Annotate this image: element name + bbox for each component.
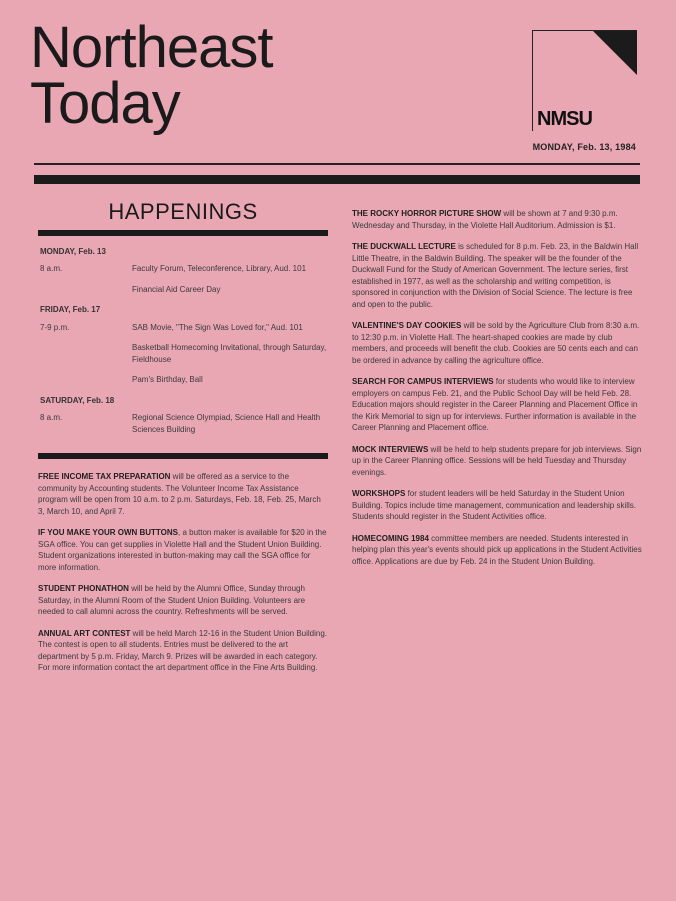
event-description: Regional Science Olympiad, Science Hall and Health Sciences Building xyxy=(132,413,321,434)
event-description: Faculty Forum, Teleconference, Library, Aud. 101 xyxy=(132,264,307,273)
event-row xyxy=(38,342,328,365)
article-lead: IF YOU MAKE YOUR OWN BUTTONS xyxy=(38,528,179,537)
article-paragraph xyxy=(352,208,642,231)
left-articles xyxy=(38,471,328,674)
article-body: will be shown at 7 and 9:30 p.m. Wednesday and Thursday, in the Violette Hall Auditorium. Admission is $1. xyxy=(352,209,618,230)
day-label: FRIDAY, Feb. 17 xyxy=(40,305,101,314)
day-label: SATURDAY, Feb. 18 xyxy=(40,395,115,405)
article-body: for students who would like to interview employers on campus Feb. 21, and the Public School Day will be held Feb. 28. Education majors should register in the Career Planning and Placement Office in the Kirk Memorial to sign up for interviews. Further information is available in the Career Planning and Placement office. xyxy=(352,377,638,432)
masthead-title xyxy=(30,15,390,136)
left-column xyxy=(38,196,328,684)
event-time: 7-9 p.m. xyxy=(40,322,70,332)
article-lead: HOMECOMING 1984 xyxy=(352,533,429,543)
event-description: SAB Movie, "The Sign Was Loved for," Aud. 101 xyxy=(132,322,303,332)
article-body: will be held by the Alumni Office, Sunday through Saturday, in the Alumni Room of the Student Union Building. Volunteers are needed to call alumni across the country. Refreshments will be served. xyxy=(38,584,306,616)
article-body: will be offered as a service to the community by Accounting students. The Volunteer Income Tax Assistance program will be open from 10 a.m. to 2 p.m. Saturdays, Feb. 18, Feb. 25, March 3, March 10, and April 7. xyxy=(38,472,321,516)
happenings-heading: HAPPENINGS xyxy=(108,199,258,224)
article-body: will be held March 12-16 in the Student Union Building. The contest is open to all students. Entries must be delivered to the art department by 5 p.m. Friday, March 9. Prizes will be awarded in each category. For more information contact the art department office in the Fine Arts Building. xyxy=(38,628,328,672)
article-paragraph xyxy=(352,444,642,479)
masthead-rule-thick xyxy=(34,175,640,184)
article-body: committee members are needed. Students interested in helping plan this year's events should pick up applications in the Student Activities office. Applications are due by Feb. 24 in the Student Union Building. xyxy=(352,533,642,566)
event-time: 8 a.m. xyxy=(40,264,63,273)
article-paragraph xyxy=(352,488,642,523)
right-articles xyxy=(352,208,642,567)
article-body: for student leaders will be held Saturday in the Student Union Building. Topics include time management, communication and leadership skills. Students should register in the Student Activities office. xyxy=(352,489,636,521)
article-paragraph xyxy=(352,241,642,310)
day-label: MONDAY, Feb. 13 xyxy=(40,246,106,256)
event-time: 8 a.m. xyxy=(40,413,63,422)
event-row xyxy=(38,263,328,275)
article-body: will be sold by the Agriculture Club from 8:30 a.m. to 12:30 p.m. in Violette Hall. The heart-shaped cookies are made by club members, and proceeds will benefit the club. Cookies are 50 cents each and can be ordered in advance by calling the agriculture office. xyxy=(352,321,640,365)
article-lead: SEARCH FOR CAMPUS INTERVIEWS xyxy=(352,377,494,386)
event-row xyxy=(38,374,328,386)
event-row xyxy=(38,322,328,334)
article-lead: WORKSHOPS xyxy=(352,489,406,498)
happenings-calendar xyxy=(38,246,328,436)
article-lead: ANNUAL ART CONTEST xyxy=(38,628,131,638)
articles-rule xyxy=(38,453,328,459)
article-lead: STUDENT PHONATHON xyxy=(38,584,129,593)
article-paragraph xyxy=(38,527,328,573)
article-paragraph xyxy=(352,320,642,366)
event-row xyxy=(38,412,328,435)
happenings-rule xyxy=(38,230,328,236)
article-paragraph xyxy=(352,533,642,568)
article-paragraph xyxy=(352,376,642,434)
article-paragraph xyxy=(38,471,328,517)
event-row xyxy=(38,284,328,296)
university-logo xyxy=(532,30,637,131)
article-body: will be held to help students prepare for job interviews. Sign up in the Career Planning office. Sessions will be held Tuesday and Thursday evenings. xyxy=(352,444,642,477)
event-description: Basketball Homecoming Invitational, through Saturday, Fieldhouse xyxy=(132,343,327,364)
masthead-title-line1: Northeast xyxy=(30,15,273,80)
article-paragraph xyxy=(38,583,328,618)
masthead-title-line2: Today xyxy=(30,71,180,136)
logo-text: NMSU xyxy=(537,108,592,130)
masthead-rule-thin xyxy=(34,163,640,165)
article-body: , a button maker is available for $20 in the SGA office. You can get supplies in Violette Hall and the Student Union Building. Student organizations interested in button-making may call the SGA office for more information. xyxy=(38,528,327,572)
article-lead: THE DUCKWALL LECTURE xyxy=(352,242,456,251)
issue-date: MONDAY, Feb. 13, 1984 xyxy=(532,142,636,152)
article-lead: FREE INCOME TAX PREPARATION xyxy=(38,472,171,481)
article-lead: VALENTINE'S DAY COOKIES xyxy=(352,321,462,330)
event-description: Pam's Birthday, Ball xyxy=(132,375,203,384)
article-paragraph xyxy=(38,628,328,674)
article-lead: THE ROCKY HORROR PICTURE SHOW xyxy=(352,209,502,218)
article-lead: MOCK INTERVIEWS xyxy=(352,444,429,454)
article-body: is scheduled for 8 p.m. Feb. 23, in the Baldwin Hall Little Theatre, in the Baldwin Building. The speaker will be the founder of the Duckwall Fund for the Study of American Government. The lecture series, first established in 1977, as well as the scholarship and writing competition, is sponsored in conjunction with the Division of Social Science. The lecture is free and open to the public. xyxy=(352,242,639,309)
right-column xyxy=(352,208,642,577)
event-description: Financial Aid Career Day xyxy=(132,284,221,294)
